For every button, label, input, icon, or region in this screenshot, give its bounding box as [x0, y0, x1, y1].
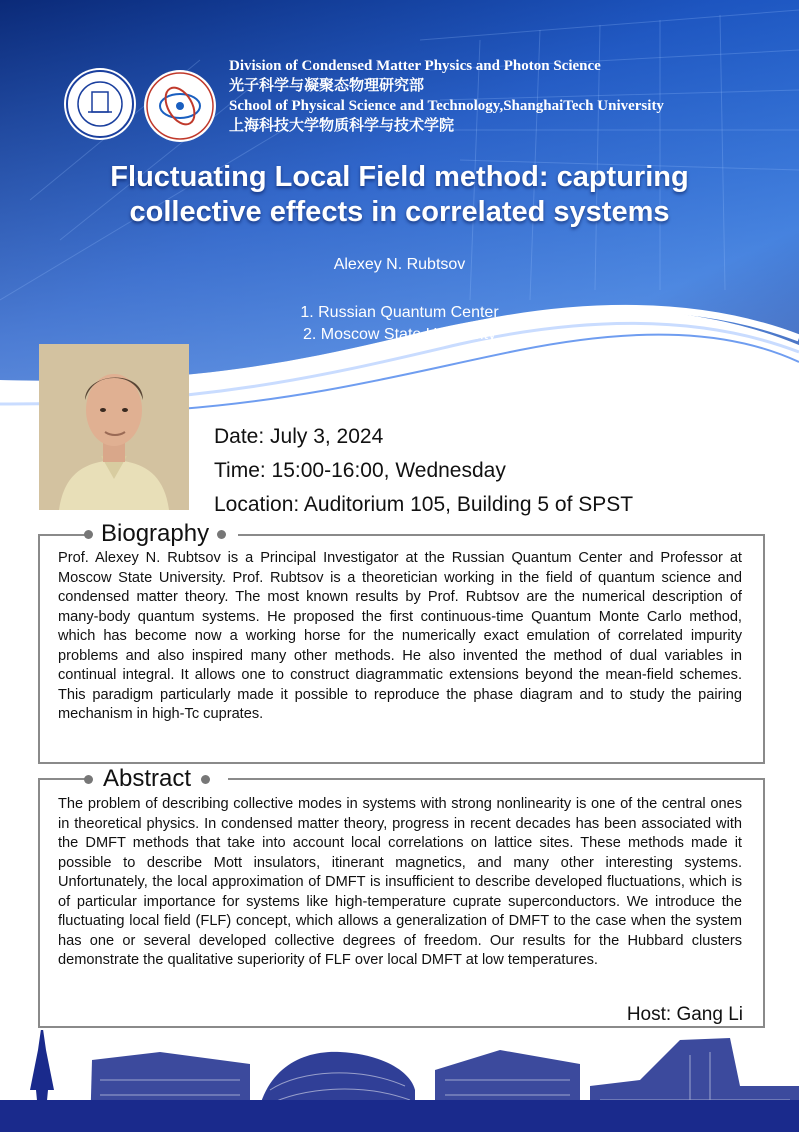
talk-time: Time: 15:00-16:00, Wednesday [214, 459, 506, 482]
talk-location: Location: Auditorium 105, Building 5 of SPST [214, 493, 634, 516]
talk-title-line-2: collective effects in correlated systems [129, 196, 670, 228]
affiliation-1: 1. Russian Quantum Center [300, 304, 499, 321]
talk-details [214, 420, 633, 522]
speaker-name: Alexey N. Rubtsov [333, 256, 466, 273]
talk-title [0, 160, 799, 230]
division-name-cn: 光子科学与凝聚态物理研究部 [229, 78, 425, 94]
talk-date: Date: July 3, 2024 [214, 425, 384, 448]
division-name-en: Division of Condensed Matter Physics and Photon Science [229, 58, 601, 74]
logos [62, 66, 222, 146]
division-logo [144, 70, 216, 142]
speaker-photo [39, 344, 189, 510]
school-name-cn: 上海科技大学物质科学与技术学院 [229, 118, 455, 134]
abstract-text: The problem of describing collective modes in systems with strong nonlinearity is one of the central ones in theoretical physics. In condensed matter theory, progress in recent decades has been associated with the DMFT methods that take into account local correlations on lattice sites. These methods made it possible to describe Mott insulators, itinerant magnetics, and many other interesting systems. Unfortunately, the local approximation of DMFT is insufficient to describe developed fluctuations, which is of particular importance for systems like high-temperature cuprate superconductors. We introduce the fluctuating local field (FLF) concept, which allows a generalization of DMFT to the case when the system has one or several developed collective degrees of freedom. Our results for the Hubbard clusters demonstrate the qualitative superiority of FLF over local DMFT at low temperatures. [58, 796, 742, 968]
biography-heading-label: Biography [101, 520, 210, 547]
footer-skyline [0, 1030, 799, 1132]
division-header [229, 56, 789, 136]
talk-title-line-1: Fluctuating Local Field method: capturing [110, 161, 689, 193]
affiliations [0, 302, 799, 346]
abstract-heading-label: Abstract [103, 765, 192, 792]
biography-text: Prof. Alexey N. Rubtsov is a Principal Investigator at the Russian Quantum Center and Professor at Moscow State University. Prof. Rubtsov is a theoretician working in the field of quantum science and condensed matter theory. The most known results by Prof. Rubtsov are the numerical description of many-body quantum systems. He proposed the first continuous-time Quantum Monte Carlo method, which has become now a working horse for the numerically exact emulation of correlated impurity problems and also inspired many other methods. He also invented the method of dual variables in continual integral. It allows one to construct diagrammatic extensions beyond the mean-field schemes. This paradigm particularly made it possible to reproduce the phase diagram and to study the pairing mechanism in high-Tc cuprates. [58, 550, 742, 722]
affiliation-2: 2. Moscow State University [303, 326, 496, 343]
school-name-en: School of Physical Science and Technology,ShanghaiTech University [229, 98, 664, 114]
university-seal-logo [64, 68, 136, 140]
host-name: Host: Gang Li [626, 1004, 743, 1025]
